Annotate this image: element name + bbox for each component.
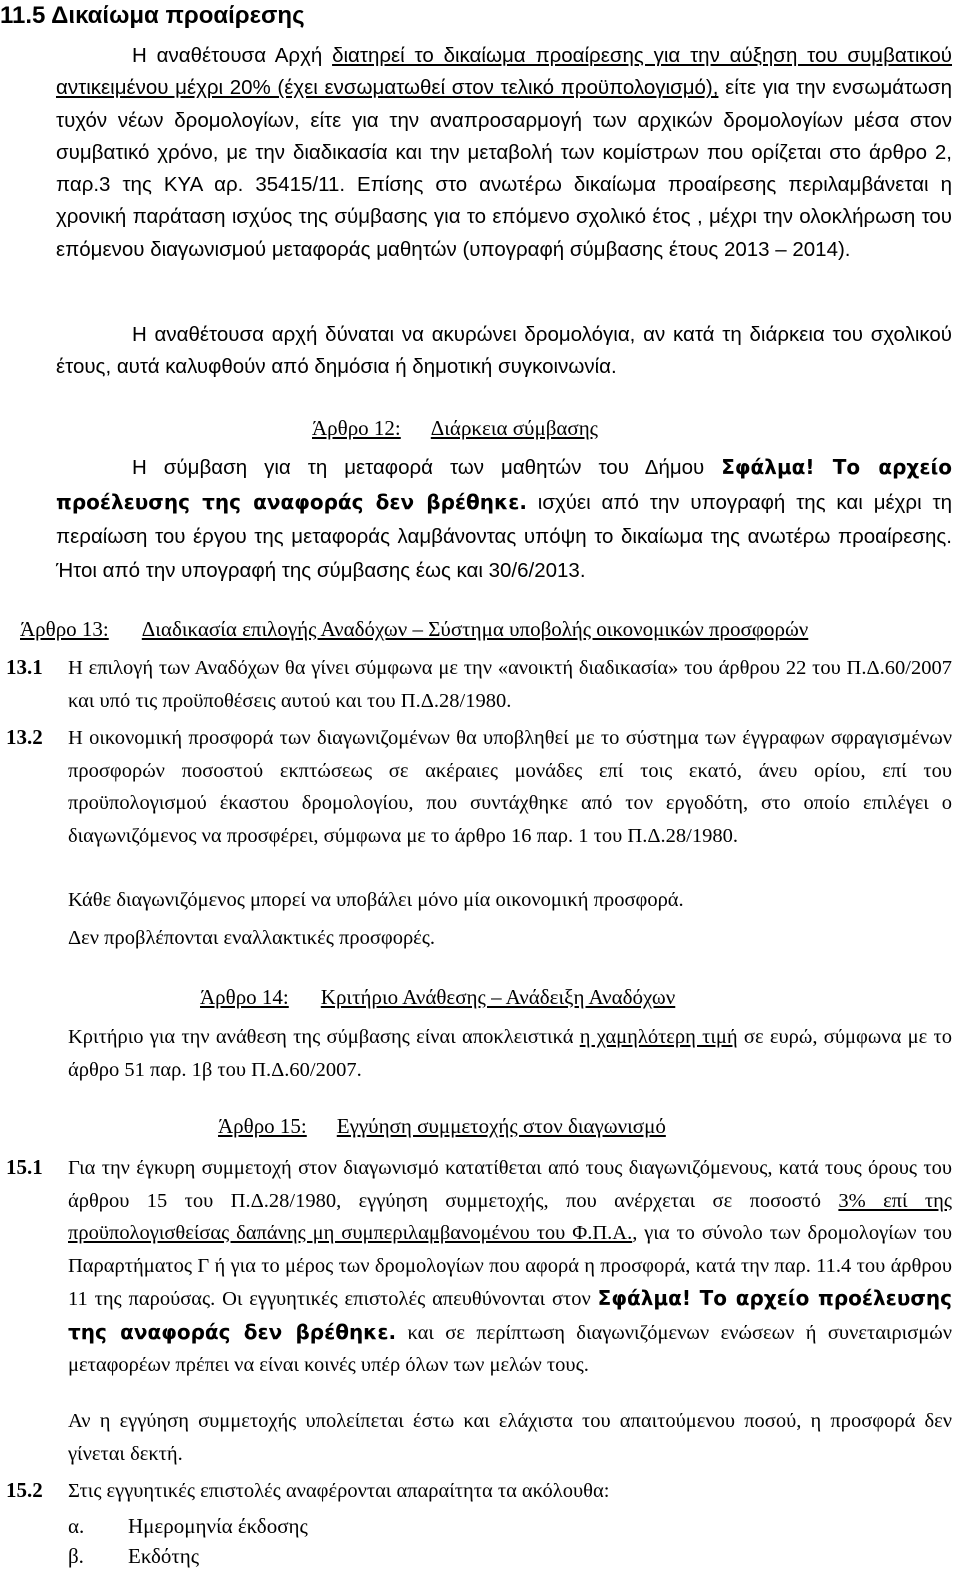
article-12-heading: Άρθρο 12: Διάρκεια σύμβασης xyxy=(312,416,599,440)
article-14-heading: Άρθρο 14: Κριτήριο Ανάθεσης – Ανάδειξη Αναδόχων xyxy=(200,985,676,1009)
paragraph-cancel-routes: Η αναθέτουσα αρχή δύναται να ακυρώνει δρομολόγια, αν κατά τη διάρκεια του σχολικού έτους, αυτά καλυφθούν από δημόσια ή δημοτική συγκοινωνία. xyxy=(56,323,952,379)
clause-number: 15.2 xyxy=(6,1478,43,1502)
reference-error: Σφάλμα! Το αρχείο προέλευσης της αναφοράς δεν βρέθηκε. xyxy=(68,1286,952,1344)
reference-error: Σφάλμα! Το αρχείο προέλευσης της αναφοράς δεν βρέθηκε. xyxy=(56,455,953,514)
clause-number: 15.1 xyxy=(6,1155,43,1179)
clause-number: 13.1 xyxy=(6,655,43,679)
clause-13-2-no-alternatives: Δεν προβλέπονται εναλλακτικές προσφορές. xyxy=(68,927,436,949)
paragraph-contract-duration: Η σύμβαση για τη μεταφορά των μαθητών του Δήμου Σφάλμα! Το αρχείο προέλευσης της αναφοράς δεν βρέθηκε. ισχύει από την υπογραφή της και μέχρι τη περαίωση του έργου της μεταφοράς λαμβάνοντας υπόψη το δικαίωμα της ανωτέρω προαίρεσης. Ήτοι από την υπογραφή της σύμβασης έως και 30/6/2013. xyxy=(56,455,953,582)
clause-15-1-shortfall: Αν η εγγύηση συμμετοχής υπολείπεται έστω και ελάχιστα του απαιτούμενου ποσού, η προσφορά δεν γίνεται δεκτή. xyxy=(68,1410,952,1465)
article-13-heading: Άρθρο 13: Διαδικασία επιλογής Αναδόχων – Σύστημα υποβολής οικονομικών προσφορών xyxy=(20,617,809,641)
list-item-label: β. xyxy=(68,1544,84,1568)
article-15-heading: Άρθρο 15: Εγγύηση συμμετοχής στον διαγωνισμό xyxy=(218,1114,666,1138)
underlined-phrase: η χαμηλότερη τιμή xyxy=(579,1026,738,1048)
clause-number: 13.2 xyxy=(6,725,43,749)
paragraph-option-right: Η αναθέτουσα Αρχή διατηρεί το δικαίωμα προαίρεσης για την αύξηση του συμβατικού αντικειμένου μέχρι 20% (έχει ενσωματωθεί στον τελικό προϋπολογισμό), είτε για την ενσωμάτωση τυχόν νέων δρομολογίων, είτε για την αναπροσαρμογή των αρχικών δρομολογίων μέσα στον συμβατικό χρόνο, με την διαδικασία και την μεταβολή των κομίστρων που ορίζεται στο άρθρο 2, παρ.3 της ΚΥΑ αρ. 35415/11. Επίσης στο ανωτέρω δικαίωμα προαίρεσης περιλαμβάνεται η χρονική παράταση ισχύος της σύμβασης για το επόμενο σχολικό έτος , μέχρι την ολοκλήρωση του επόμενου διαγωνισμού μεταφοράς μαθητών (υπογραφή σύμβασης έτους 2013 – 2014). xyxy=(56,44,952,261)
list-item: Ημερομηνία έκδοσης xyxy=(128,1514,308,1538)
list-item-label: α. xyxy=(68,1514,85,1538)
section-heading: 11.5 Δικαίωμα προαίρεσης xyxy=(0,2,305,29)
clause-13-1-text: Η επιλογή των Αναδόχων θα γίνει σύμφωνα με την «ανοικτή διαδικασία» του άρθρου 22 του Π.Δ.60/2007 και υπό τις προϋποθέσεις αυτού και του Π.Δ.28/1980. xyxy=(68,657,952,712)
clause-15-1-text: Για την έγκυρη συμμετοχή στον διαγωνισμό κατατίθεται από τους διαγωνιζόμενους, κατά τους όρους του άρθρου 15 του Π.Δ.28/1980, εγγύηση συμμετοχής, που ανέρχεται σε ποσοστό 3% επί της προϋπολογισθείσας δαπάνης μη συμπεριλαμβανομένου του Φ.Π.Α., για το σύνολο των δρομολογίων του Παραρτήματος Γ ή για το μέρος των δρομολογίων που αφορά η προσφορά, κατά την παρ. 11.4 του άρθρου 11 της παρούσας. Οι εγγυητικές επιστολές απευθύνονται στον Σφάλμα! Το αρχείο προέλευσης της αναφοράς δεν βρέθηκε. και σε περίπτωση διαγωνιζόμενων ενώσεων ή συνεταιρισμών μεταφορέων πρέπει να είναι κοινές υπέρ όλων των μελών τους. xyxy=(68,1157,952,1376)
underlined-phrase: διατηρεί το δικαίωμα προαίρεσης για την αύξηση του συμβατικού αντικειμένου μέχρι 20% (έχει ενσωματωθεί στον τελικό προϋπολογισμό), xyxy=(56,44,952,100)
clause-15-2-text: Στις εγγυητικές επιστολές αναφέρονται απαραίτητα τα ακόλουθα: xyxy=(68,1480,610,1502)
list-item: Εκδότης xyxy=(128,1544,200,1568)
clause-13-2-text: Η οικονομική προσφορά των διαγωνιζομένων θα υποβληθεί με το σύστημα των έγγραφων σφραγισμένων προσφορών ποσοστού εκπτώσεως σε ακέραιες μονάδες επί τοις εκατό, άνευ ορίου, επί του προϋπολογισμού έκαστου δρομολογίου, που συντάχθηκε από τον εργοδότη, στο οποίο επιλέγει ο διαγωνιζόμενος να προσφέρει, σύμφωνα με το άρθρο 16 παρ. 1 του Π.Δ.28/1980. xyxy=(68,727,952,847)
clause-13-2-single-offer: Κάθε διαγωνιζόμενος μπορεί να υποβάλει μόνο μία οικονομική προσφορά. xyxy=(68,889,684,911)
paragraph-award-criterion: Κριτήριο για την ανάθεση της σύμβασης είναι αποκλειστικά η χαμηλότερη τιμή σε ευρώ, σύμφωνα με το άρθρο 51 παρ. 1β του Π.Δ.60/2007. xyxy=(68,1026,952,1081)
underlined-phrase: 3% επί της προϋπολογισθείσας δαπάνης μη συμπεριλαμβανομένου του Φ.Π.Α. xyxy=(68,1189,952,1244)
